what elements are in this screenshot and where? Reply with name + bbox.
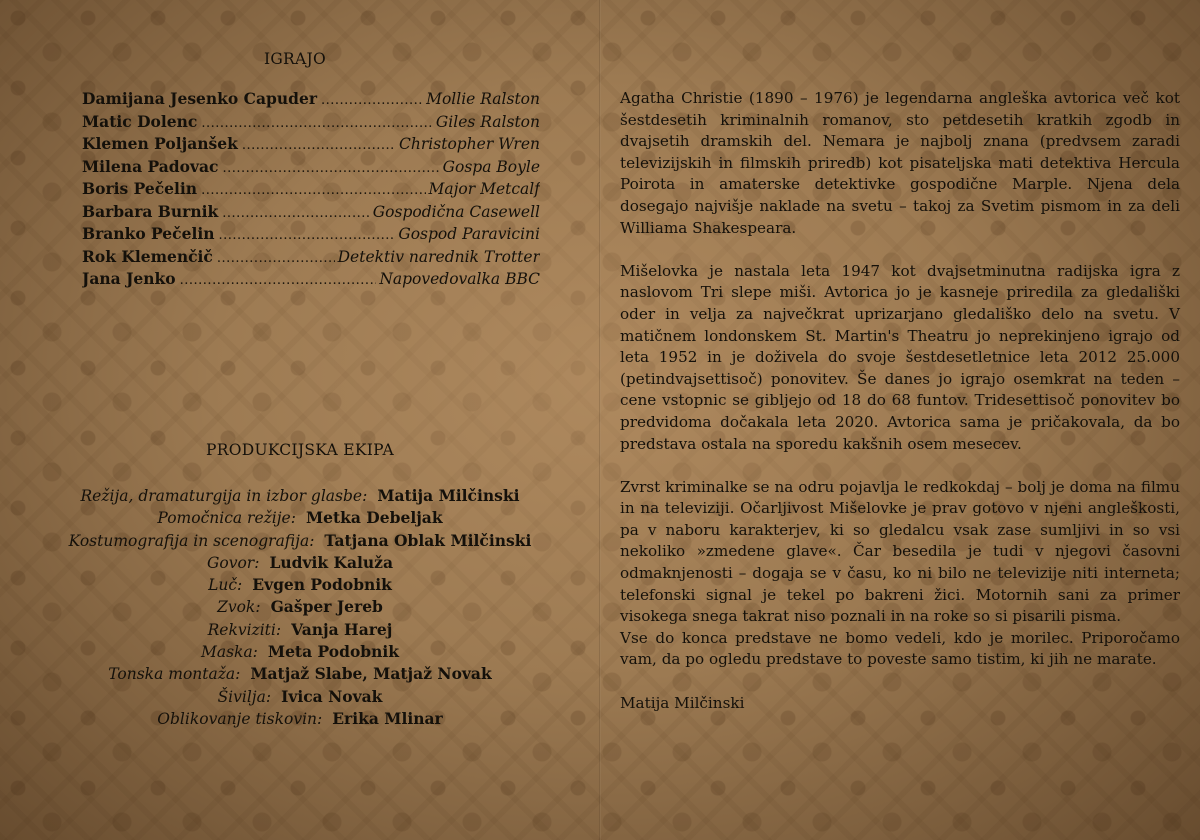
leader-dots	[217, 251, 335, 266]
cast-row	[82, 269, 540, 292]
crew-heading: PRODUKCIJSKA EKIPA	[206, 441, 394, 459]
leader-dots	[222, 206, 370, 221]
cast-row	[82, 202, 540, 225]
crew-row	[10, 575, 590, 597]
actor-name: Matic Dolenc	[82, 111, 198, 131]
crew-function: Oblikovanje tiskovin:	[157, 709, 323, 728]
crew-row	[10, 664, 590, 686]
right-page	[600, 0, 1200, 840]
leader-dots	[321, 93, 423, 108]
crew-member: Evgen Podobnik	[252, 575, 392, 595]
crew-member: Ivica Novak	[281, 686, 383, 706]
crew-member: Erika Mlinar	[332, 708, 443, 728]
crew-row	[10, 642, 590, 664]
crew-row	[10, 597, 590, 619]
crew-function: Šivilja:	[217, 687, 272, 706]
crew-row	[10, 553, 590, 575]
actor-name: Damijana Jesenko Capuder	[82, 89, 318, 108]
article-paragraph: Vse do konca predstave ne bomo vedeli, kdo je morilec. Priporočamo vam, da po ogledu predstave to poveste samo tistim, ki jih ne marate.	[620, 628, 1180, 669]
crew-function: Zvok:	[217, 598, 261, 617]
leader-dots	[201, 183, 425, 198]
crew-function: Režija, dramaturgija in izbor glasbe:	[80, 487, 368, 505]
actor-name: Milena Padovac	[82, 156, 219, 176]
leader-dots	[219, 228, 396, 243]
actor-name: Klemen Poljanšek	[82, 134, 238, 153]
role-name: Gospodična Casewell	[372, 202, 540, 221]
crew-member: Vanja Harej	[291, 619, 393, 639]
cast-row	[82, 134, 540, 157]
role-name: Mollie Ralston	[426, 90, 540, 108]
crew-member: Ludvik Kaluža	[269, 552, 393, 572]
role-name: Giles Ralston	[435, 112, 540, 131]
crew-row	[10, 709, 590, 731]
role-name: Detektiv narednik Trotter	[337, 247, 540, 266]
crew-row	[10, 620, 590, 642]
leader-dots	[180, 273, 377, 288]
crew-member: Metka Debeljak	[305, 508, 443, 528]
crew-member: Matjaž Slabe, Matjaž Novak	[250, 664, 492, 684]
crew-member: Gašper Jereb	[270, 597, 383, 617]
role-name: Gospod Paravicini	[398, 225, 540, 243]
crew-function: Kostumografija in scenografija:	[68, 531, 315, 550]
crew-row	[10, 687, 590, 709]
role-name: Gospa Boyle	[442, 157, 540, 176]
crew-member: Matija Milčinski	[377, 486, 520, 505]
crew-function: Rekviziti:	[207, 620, 282, 639]
actor-name: Barbara Burnik	[82, 201, 219, 221]
actor-name: Rok Klemenčič	[82, 246, 213, 266]
crew-row	[10, 508, 590, 530]
crew-list	[10, 486, 590, 731]
article	[620, 88, 1180, 714]
crew-function: Luč:	[208, 576, 243, 595]
article-paragraph: Agatha Christie (1890 – 1976) je legendarna angleška avtorica več kot šestdesetih kriminalnih romanov, sto petdesetih kratkih zgodb in dvajsetih dramskih del. Nemara je najbolj znana (predvsem zaradi televizijskih in filmskih priredb) kot pisateljska mati detektiva Hercula Poirota in amaterske detektivke gospodične Marple. Njena dela dosegajo najvišje naklade na svetu – takoj za Svetim pismom in za deli Williama Shakespeara.	[620, 89, 1180, 237]
cast-row	[82, 112, 540, 135]
leader-dots	[242, 138, 396, 153]
leader-dots	[201, 116, 433, 131]
crew-member: Tatjana Oblak Milčinski	[324, 530, 532, 550]
article-paragraph: Mišelovka je nastala leta 1947 kot dvajsetminutna radijska igra z naslovom Tri slepe miši. Avtorica jo je kasneje priredila za gledališki oder in velja za največkrat uprizarjano gledališko delo na svetu. V matičnem londonskem St. Martin's Theatru jo neprekinjeno igrajo od leta 1952 in je doživela do svoje šestdesetletnice leta 2012 25.000 (petindvajsettisoč) ponovitev. Še danes jo igrajo osemkrat na teden – cene vstopnic se gibljejo od 18 do 68 funtov. Tridesettisoč ponovitev bo predvidoma dočakala leta 2020. Avtorica sama je pričakovala, da bo predstava ostala na sporedu kakšnih osem mesecev.	[620, 261, 1180, 453]
leader-dots	[222, 161, 439, 176]
cast-row	[82, 157, 540, 180]
actor-name: Branko Pečelin	[82, 224, 215, 243]
crew-function: Maska:	[200, 643, 258, 662]
role-name: Christopher Wren	[399, 135, 540, 153]
actor-name: Jana Jenko	[82, 269, 176, 288]
cast-row	[82, 179, 540, 202]
crew-function: Pomočnica režije:	[157, 509, 296, 528]
crew-row	[10, 531, 590, 553]
cast-list	[82, 89, 540, 292]
role-name: Major Metcalf	[428, 180, 540, 198]
article-author: Matija Milčinski	[620, 693, 745, 712]
cast-row	[82, 247, 540, 270]
article-paragraph: Zvrst kriminalke se na odru pojavlja le redkokdaj – bolj je doma na filmu in na televiziji. Očarljivost Mišelovke je prav gotovo v njeni angleškosti, pa v naboru karakterjev, ki so gledalcu vsak zase sumljivi in so vsi nekoliko »zmedene glave«. Čar besedila je tudi v njegovi časovni odmaknjenosti – dogaja se v času, ko ni bilo ne televizije niti interneta; telefonski signal je tekel po bakreni žici. Motornih sani za primer visokega snega takrat niso poznali in na roke so si pisarili pisma.	[620, 477, 1180, 626]
actor-name: Boris Pečelin	[82, 179, 198, 198]
crew-function: Govor:	[207, 553, 260, 572]
cast-heading: IGRAJO	[263, 50, 327, 68]
crew-row	[10, 486, 590, 508]
cast-row	[82, 224, 540, 247]
role-name: Napovedovalka BBC	[379, 270, 540, 288]
cast-row	[82, 89, 540, 112]
crew-function: Tonska montaža:	[108, 665, 241, 684]
crew-member: Meta Podobnik	[267, 642, 400, 662]
